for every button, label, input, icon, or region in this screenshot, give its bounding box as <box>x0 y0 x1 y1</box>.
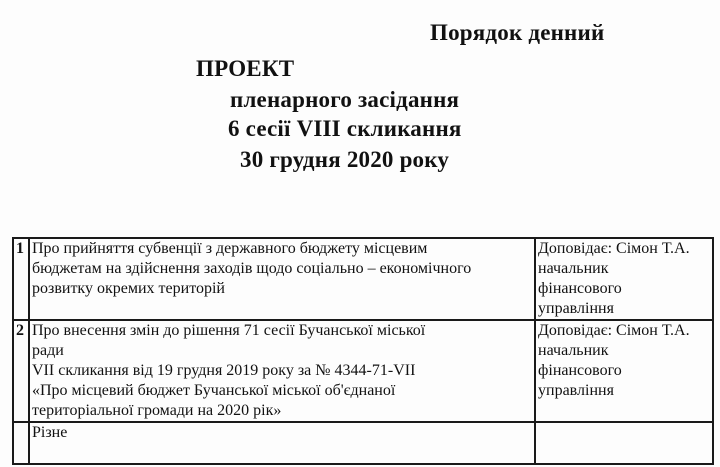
subject-line: «Про місцевий бюджет Бучанської міської об'єднаної <box>32 382 396 399</box>
table-row <box>13 320 713 422</box>
subject-line: ради <box>32 342 64 359</box>
reporter-line: начальник <box>538 260 609 277</box>
item-subject <box>29 238 535 320</box>
reporter-line: начальник <box>538 342 609 359</box>
project-label: ПРОЕКТ <box>196 56 295 81</box>
subject-line: Різне <box>32 424 68 441</box>
table-row <box>13 422 713 464</box>
subject-line: Про прийняття субвенції з державного бюджету місцевим <box>32 240 428 257</box>
item-reporter <box>535 422 713 464</box>
plenary-session-line: пленарного засідання <box>230 87 460 112</box>
subject-line: бюджетам на здійснення заходів щодо соціально – економічного <box>32 260 472 277</box>
table-row <box>13 238 713 320</box>
session-line: 6 сесії VIII скликання <box>228 116 462 141</box>
item-subject <box>29 320 535 422</box>
date-line: 30 грудня 2020 року <box>240 147 450 172</box>
subject-line: територіальної громади на 2020 рік» <box>32 402 282 419</box>
item-number: 2 <box>13 320 29 422</box>
reporter-line: Доповідає: Сімон Т.А. <box>538 240 690 257</box>
agenda-table <box>12 237 714 465</box>
subject-line: Про внесення змін до рішення 71 сесії Бучанської міської <box>32 322 426 339</box>
agenda-title: Порядок денний <box>430 20 605 45</box>
item-number: 1 <box>13 238 29 320</box>
item-reporter <box>535 238 713 320</box>
reporter-line: фінансового <box>538 362 622 379</box>
reporter-line: Доповідає: Сімон Т.А. <box>538 322 690 339</box>
subject-line: VII скликання від 19 грудня 2019 року за № 4344-71-VII <box>32 362 416 379</box>
reporter-line: управління <box>538 300 614 317</box>
item-subject <box>29 422 535 464</box>
reporter-line: управління <box>538 382 614 399</box>
item-reporter <box>535 320 713 422</box>
subject-line: розвитку окремих територій <box>32 280 225 297</box>
reporter-line: фінансового <box>538 280 622 297</box>
item-number <box>13 422 29 464</box>
